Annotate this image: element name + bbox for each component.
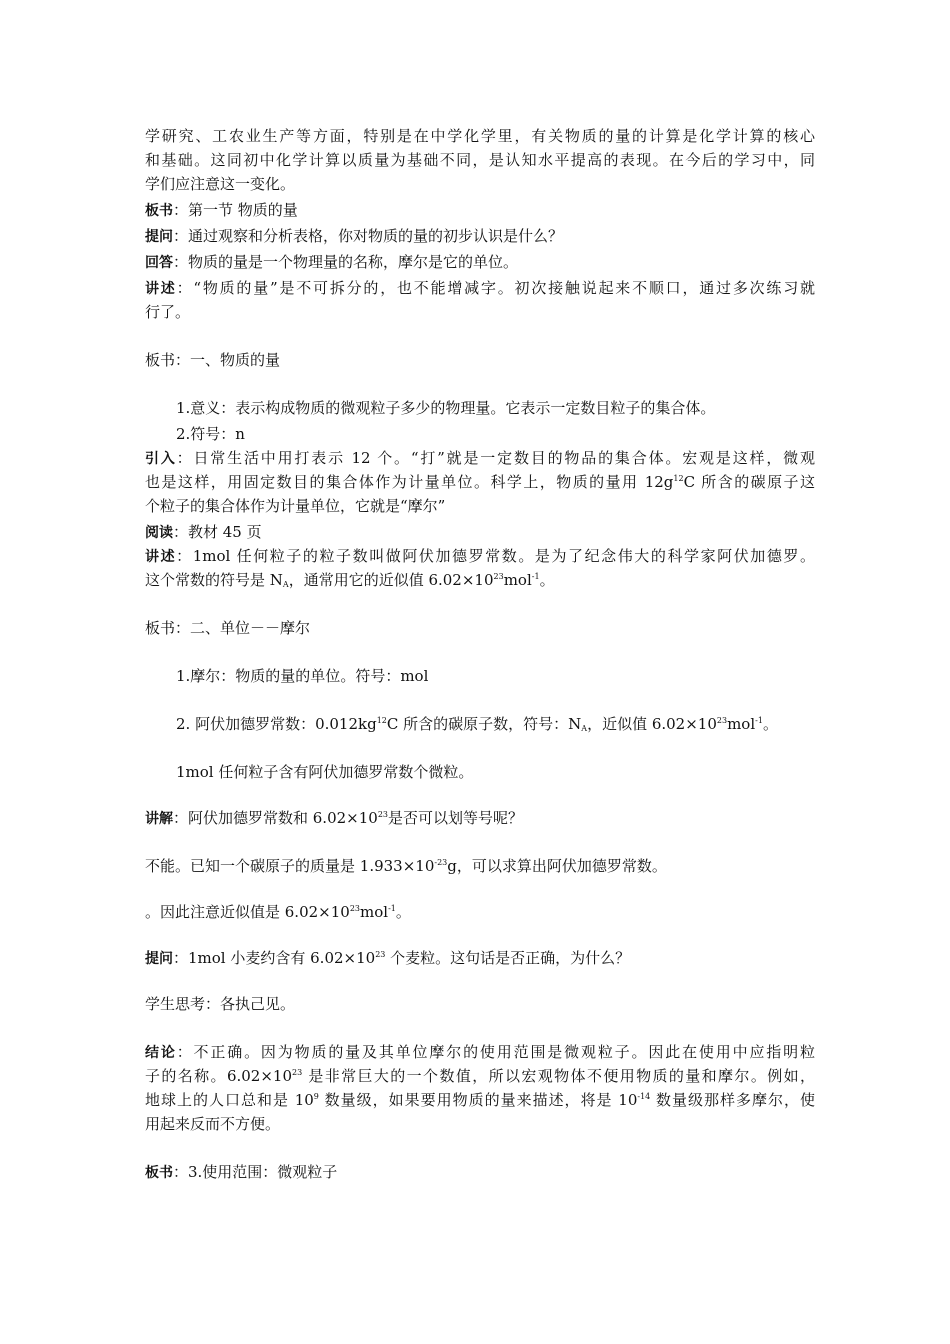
answer-line: [145, 252, 815, 273]
section-heading: [145, 350, 815, 370]
text: ：日常生活中用打表示 12 个。“打”就是一定数目的物品的集合体。宏观是这样，微观: [176, 449, 815, 467]
text: 是否可以划等号呢？: [388, 809, 524, 827]
paragraph-line: [145, 1090, 815, 1110]
label-bold: 讲解: [145, 811, 173, 827]
paragraph-line: [145, 126, 815, 146]
text: ：教材 45 页: [173, 523, 262, 541]
text: ：1mol 任何粒子的粒子数叫做阿伏加德罗常数。是为了纪念伟大的科学家阿伏加德罗。: [176, 547, 815, 565]
label-bold: 提问: [145, 951, 173, 967]
label-bold: 提问: [145, 229, 173, 245]
narration-line: [145, 278, 815, 299]
text: g，可以求算出阿伏加德罗常数。: [447, 857, 667, 875]
text: 板书：二、单位－－摩尔: [145, 619, 311, 637]
label-bold: 结论: [145, 1045, 177, 1061]
text: 地球上的人口总和是 10: [145, 1091, 314, 1109]
superscript: 23: [292, 1068, 303, 1077]
subscript: A: [581, 724, 588, 733]
paragraph-line: [145, 1066, 815, 1086]
text: 子的名称。6.02×10: [145, 1067, 292, 1085]
superscript: 9: [313, 1092, 319, 1101]
label-bold: 阅读: [145, 525, 173, 541]
text: 行了。: [145, 303, 191, 321]
text: ：3.使用范围：微观粒子: [173, 1163, 338, 1181]
text: 。: [762, 715, 778, 733]
text: 也是这样，用固定数目的集合体作为计量单位。科学上，物质的量用 12g: [145, 473, 674, 491]
paragraph-line: [145, 856, 815, 876]
paragraph-line: [145, 496, 815, 516]
intro-line: [145, 448, 815, 469]
board-note-line: [145, 1162, 815, 1183]
paragraph-line: [145, 174, 815, 194]
text: 2. 阿伏加德罗常数：0.012kg: [176, 715, 377, 733]
text: mol: [727, 715, 756, 733]
label-bold: 回答: [145, 255, 173, 271]
conclusion-line: [145, 1042, 815, 1063]
section-heading: [145, 618, 815, 638]
text: C 所含的碳原子这: [683, 473, 815, 491]
label-bold: 讲述: [145, 549, 177, 565]
text: 学研究、工农业生产等方面，特别是在中学化学里，有关物质的量的计算是化学计算的核心: [145, 127, 815, 145]
text: ：1mol 小麦约含有 6.02×10: [173, 949, 376, 967]
paragraph-line: [145, 994, 815, 1014]
text: 不能。已知一个碳原子的质量是 1.933×10: [145, 857, 435, 875]
superscript: 23: [375, 950, 386, 959]
superscript: 23: [377, 810, 389, 819]
superscript: 23: [349, 904, 361, 913]
board-note-line: [145, 200, 815, 221]
text: 这个常数的符号是 N: [145, 571, 283, 589]
text: 板书：一、物质的量: [145, 351, 281, 369]
text: 。: [395, 903, 411, 921]
text: 和基础。这同初中化学计算以质量为基础不同，是认知水平提高的表现。在今后的学习中，同: [145, 151, 815, 169]
superscript: 23: [493, 572, 504, 581]
list-item: [176, 424, 846, 444]
text: 。因此注意近似值是 6.02×10: [145, 903, 350, 921]
text: 个麦粒。这句话是否正确，为什么？: [385, 949, 631, 967]
text: 。: [539, 571, 555, 589]
subscript: A: [282, 580, 289, 589]
superscript: -14: [637, 1092, 651, 1101]
text: 1.摩尔：物质的量的单位。符号：mol: [176, 667, 429, 685]
text: 是非常巨大的一个数值，所以宏观物体不便用物质的量和摩尔。例如，: [302, 1067, 815, 1085]
question-line: [145, 948, 815, 969]
text: ：“物质的量”是不可拆分的，也不能增减字。初次接触说起来不顺口，通过多次练习就: [176, 279, 816, 297]
paragraph-line: [145, 302, 815, 322]
list-item: [176, 666, 846, 686]
list-item: [176, 714, 846, 734]
paragraph-line: [145, 1114, 815, 1134]
list-item: [176, 762, 846, 782]
superscript: -1: [755, 716, 763, 725]
explanation-line: [145, 808, 815, 829]
text: ，近似值 6.02×10: [587, 715, 717, 733]
paragraph-line: [145, 150, 815, 170]
superscript: -1: [531, 572, 540, 581]
text: 2.符号：n: [176, 425, 245, 443]
text: 1mol 任何粒子含有阿伏加德罗常数个微粒。: [176, 763, 474, 781]
text: mol: [360, 903, 389, 921]
text: 学生思考：各执己见。: [145, 995, 296, 1013]
reading-line: [145, 522, 815, 543]
label-bold: 讲述: [145, 281, 177, 297]
question-line: [145, 226, 815, 247]
paragraph-line: [145, 902, 815, 922]
text: 数量级，如果要用物质的量来描述，将是 10: [318, 1091, 638, 1109]
text: ：通过观察和分析表格，你对物质的量的初步认识是什么？: [173, 227, 564, 245]
text: 个粒子的集合体作为计量单位，它就是“摩尔”: [145, 497, 446, 515]
narration-line: [145, 546, 815, 567]
paragraph-line: [145, 570, 815, 590]
text: C 所含的碳原子数，符号：N: [386, 715, 582, 733]
text: 1.意义：表示构成物质的微观粒子多少的物理量。它表示一定数目粒子的集合体。: [176, 399, 716, 417]
paragraph-line: [145, 472, 815, 492]
text: ，通常用它的近似值 6.02×10: [288, 571, 494, 589]
text: 数量级那样多摩尔，使: [650, 1091, 815, 1109]
text: ：物质的量是一个物理量的名称，摩尔是它的单位。: [173, 253, 519, 271]
text: 学们应注意这一变化。: [145, 175, 296, 193]
superscript: -1: [388, 904, 396, 913]
superscript: -23: [434, 858, 448, 867]
label-bold: 板书: [145, 1165, 173, 1181]
text: ：阿伏加德罗常数和 6.02×10: [173, 809, 378, 827]
text: 用起来反而不方便。: [145, 1115, 281, 1133]
text: mol: [503, 571, 532, 589]
superscript: 23: [716, 716, 728, 725]
superscript: 12: [673, 474, 684, 483]
label-bold: 引入: [145, 451, 177, 467]
superscript: 12: [376, 716, 387, 725]
label-bold: 板书: [145, 203, 173, 219]
text: ：第一节 物质的量: [173, 201, 298, 219]
list-item: [176, 398, 846, 418]
text: ：不正确。因为物质的量及其单位摩尔的使用范围是微观粒子。因此在使用中应指明粒: [176, 1043, 816, 1061]
